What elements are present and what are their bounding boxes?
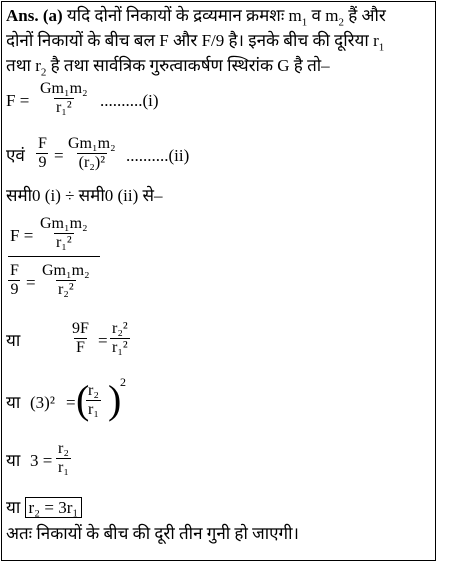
sub-1: 1 (301, 16, 308, 29)
eq1-numerator: Gm₁m₂ (40, 80, 88, 97)
div-top-den: r₁² (55, 234, 72, 251)
eq2-lhs-fraction (36, 135, 49, 172)
sub-2: 2 (338, 16, 344, 29)
step2-prefix: या (6, 393, 21, 412)
intro-line-3 (6, 56, 330, 79)
step3-num: r₂ (58, 440, 69, 457)
div-top-num: Gm₁m₂ (40, 215, 88, 232)
step4-prefix: या (6, 498, 21, 517)
step3-den: r₁ (58, 459, 69, 476)
intro-text-2: दोनों निकायों के बीच बल F और F/9 है। इनके बीच की दूरिया r (6, 31, 379, 50)
sub-r1: 1 (378, 41, 385, 54)
intro-line-1 (6, 6, 386, 29)
step2-right-paren: ) (108, 377, 122, 422)
step2-power: 2 (120, 375, 126, 389)
step1-lhs-num: 9F (72, 320, 89, 337)
step1-lhs-den: F (76, 339, 85, 356)
step1-equals: = (98, 331, 108, 350)
step1-rhs-den: r₁² (112, 339, 128, 356)
step1-rhs-fraction (110, 320, 130, 357)
div-bot-lhs-fraction (8, 262, 21, 299)
div-bot-den: r₂² (57, 281, 74, 298)
step2-fraction (86, 382, 101, 419)
div-bot-num: Gm₁m₂ (42, 262, 90, 279)
step2-num: r₂ (88, 382, 99, 399)
eq2-lhs-num: F (38, 135, 47, 152)
intro-text-3b: है तथा सार्वत्रिक गुरुत्वाकर्षण स्थिरांक G है तो– (46, 56, 330, 75)
divide-instruction: समी0 (i) ÷ समी0 (ii) से– (6, 186, 163, 205)
div-top-fraction (38, 215, 90, 252)
main-division-bar (8, 256, 100, 257)
div-bot-equals: = (26, 273, 36, 292)
eq1-denominator: r₁² (55, 99, 72, 116)
intro-text-3a: तथा r (6, 56, 41, 75)
conclusion: अतः निकायों के बीच की दूरी तीन गुनी हो जाएगी। (6, 524, 299, 543)
step1-prefix: या (6, 331, 21, 350)
eq1-tag: ..........(i) (100, 91, 159, 110)
step4-line (6, 498, 82, 518)
sub-r2: 2 (40, 66, 47, 79)
eq2-rhs-fraction (66, 135, 118, 172)
intro-end: हैं और (343, 6, 386, 25)
answer-label: Ans. (a) (6, 6, 63, 25)
step2-left-paren: ( (76, 377, 90, 422)
step3-fraction (56, 440, 71, 477)
eq2-denominator: (r₂)² (78, 154, 105, 171)
intro-text-1: यदि दोनों निकायों के द्रव्यमान क्रमशः m (66, 6, 302, 25)
eq1-lhs: F = (6, 91, 30, 110)
step2-den: r₁ (88, 401, 99, 418)
intro-line-2 (6, 31, 385, 54)
eq2-prefix: एवं (6, 146, 25, 165)
step3-lhs: 3 = (30, 451, 53, 470)
eq2-lhs-den: 9 (38, 154, 47, 171)
div-bot-lhs-den: 9 (10, 281, 19, 298)
div-bot-rhs-fraction (40, 262, 92, 299)
div-bot-lhs-num: F (10, 262, 19, 279)
eq1-fraction (38, 80, 90, 117)
step2-lhs: (3)² (30, 393, 55, 412)
step1-lhs-fraction (70, 320, 91, 357)
final-result-box: r₂ = 3r₁ (25, 497, 83, 518)
eq2-numerator: Gm₁m₂ (68, 135, 116, 152)
step2-equals: = (66, 393, 76, 412)
eq2-tag: ..........(ii) (126, 146, 190, 165)
step1-rhs-num: r₂² (112, 320, 128, 337)
eq2-equals: = (54, 146, 64, 165)
step3-prefix: या (6, 451, 21, 470)
div-top-lhs: F = (10, 226, 34, 245)
intro-mid: व m (307, 6, 339, 25)
